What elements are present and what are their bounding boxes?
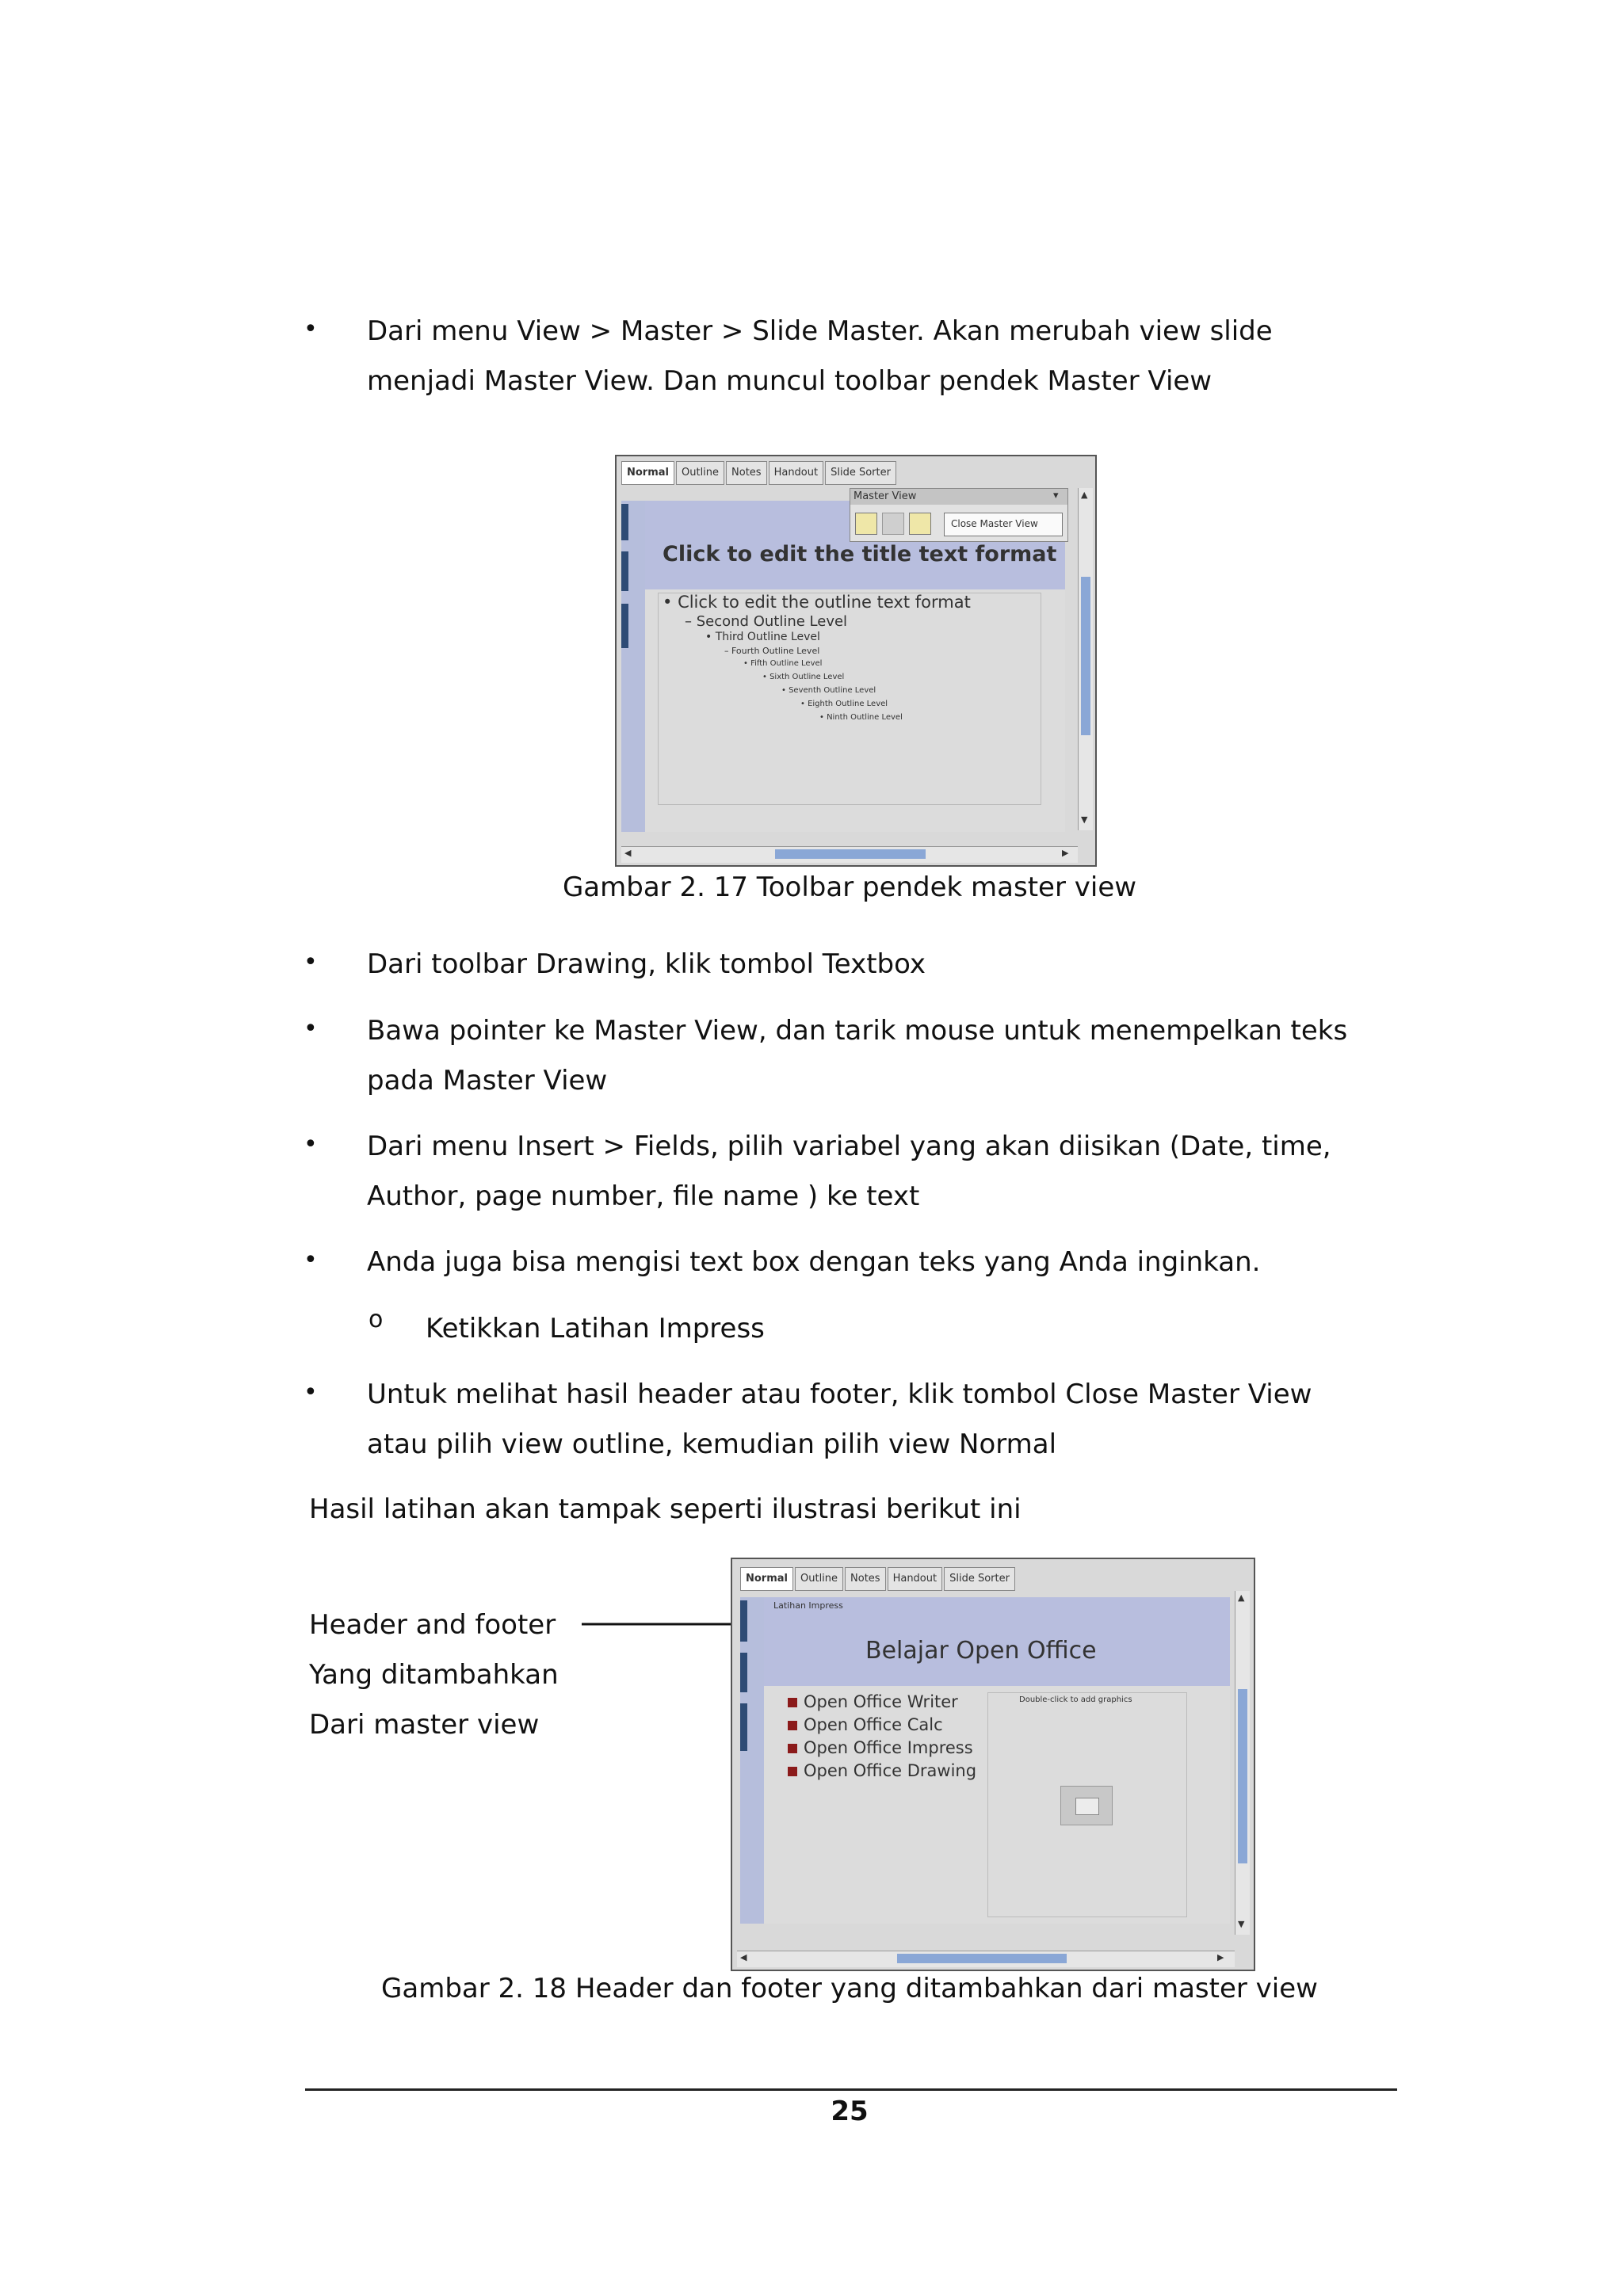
outline-text: Eighth Outline Level bbox=[808, 700, 888, 708]
rename-master-icon[interactable] bbox=[909, 513, 931, 535]
paragraph-line: Bawa pointer ke Master View, dan tarik mouse untuk menempelkan teks bbox=[367, 1015, 1348, 1047]
square-bullet-icon bbox=[788, 1721, 797, 1730]
list-item-text: Open Office Calc bbox=[804, 1715, 943, 1734]
sub-bullet-text: Ketikkan Latihan Impress bbox=[426, 1313, 765, 1344]
square-bullet-icon bbox=[788, 1744, 797, 1753]
list-item[interactable] bbox=[788, 1715, 943, 1734]
paragraph-textbox-fill-step bbox=[367, 1238, 1397, 1287]
bullet-marker: • bbox=[304, 315, 318, 343]
outline-text: Sixth Outline Level bbox=[769, 673, 845, 681]
slide-title[interactable]: Belajar Open Office bbox=[865, 1637, 1097, 1665]
paragraph-line: Dari toolbar Drawing, klik tombol Textbox bbox=[367, 948, 926, 980]
rail-marker bbox=[621, 551, 628, 591]
scroll-left-icon[interactable]: ◀ bbox=[624, 848, 632, 858]
close-master-view-label: Close Master View bbox=[951, 518, 1038, 529]
outline-level-8[interactable]: • Eighth Outline Level bbox=[800, 700, 888, 708]
list-item-text: Open Office Drawing bbox=[804, 1761, 977, 1780]
outline-level-5[interactable]: • Fifth Outline Level bbox=[743, 659, 823, 668]
scroll-down-icon[interactable]: ▼ bbox=[1238, 1919, 1245, 1929]
tab-slide-sorter[interactable]: Slide Sorter bbox=[825, 461, 896, 485]
outline-level-6[interactable]: • Sixth Outline Level bbox=[762, 673, 845, 681]
annotation-line-2: Yang ditambahkan bbox=[309, 1659, 559, 1691]
horizontal-scroll-thumb[interactable] bbox=[775, 849, 926, 859]
paragraph-line: menjadi Master View. Dan muncul toolbar pendek Master View bbox=[367, 365, 1212, 397]
list-item[interactable] bbox=[788, 1761, 976, 1780]
picture-icon[interactable] bbox=[1060, 1786, 1113, 1825]
figure-result-screenshot bbox=[731, 1558, 1255, 1971]
rail-marker bbox=[740, 1653, 747, 1692]
rail-marker bbox=[621, 604, 628, 648]
vertical-scroll-thumb[interactable] bbox=[1081, 577, 1090, 735]
tab-notes[interactable]: Notes bbox=[845, 1567, 886, 1591]
figure-master-view-screenshot bbox=[615, 455, 1097, 867]
list-item[interactable] bbox=[788, 1692, 958, 1711]
bullet-marker: • bbox=[304, 1246, 318, 1274]
paragraph-textbox-step bbox=[367, 940, 1397, 990]
tab-handout[interactable]: Handout bbox=[888, 1567, 943, 1591]
result-intro: Hasil latihan akan tampak seperti ilustrasi berikut ini bbox=[309, 1493, 1022, 1525]
delete-master-icon[interactable] bbox=[882, 513, 904, 535]
toolbar-title: Master View bbox=[854, 490, 917, 502]
outline-level-2[interactable]: – Second Outline Level bbox=[685, 613, 848, 630]
tab-handout[interactable]: Handout bbox=[769, 461, 824, 485]
new-master-icon[interactable] bbox=[855, 513, 877, 535]
outline-level-1[interactable]: • Click to edit the outline text format bbox=[663, 593, 971, 612]
paragraph-close-master-step bbox=[367, 1370, 1397, 1470]
scroll-down-icon[interactable]: ▼ bbox=[1081, 814, 1088, 825]
outline-level-7[interactable]: • Seventh Outline Level bbox=[781, 686, 876, 695]
figure-caption: Gambar 2. 18 Header dan footer yang ditambahkan dari master view bbox=[381, 1973, 1318, 2004]
slide-title-placeholder[interactable]: Click to edit the title text format bbox=[663, 542, 1057, 566]
paragraph-line: pada Master View bbox=[367, 1065, 608, 1097]
sub-bullet-marker: o bbox=[369, 1306, 384, 1333]
scroll-up-icon[interactable]: ▲ bbox=[1081, 490, 1088, 500]
bullet-marker: • bbox=[304, 948, 318, 976]
rail-marker bbox=[740, 1703, 747, 1751]
slide-left-rail bbox=[621, 501, 645, 832]
close-master-view-button[interactable] bbox=[944, 513, 1063, 536]
scroll-left-icon[interactable]: ◀ bbox=[740, 1952, 747, 1962]
outline-text: Third Outline Level bbox=[715, 631, 820, 643]
square-bullet-icon bbox=[788, 1767, 797, 1776]
outline-text: Fifth Outline Level bbox=[750, 659, 823, 668]
annotation-line-3: Dari master view bbox=[309, 1709, 540, 1741]
tab-slide-sorter[interactable]: Slide Sorter bbox=[944, 1567, 1015, 1591]
footer-rule bbox=[305, 2088, 1397, 2091]
bullet-marker: • bbox=[304, 1379, 318, 1406]
outline-text: Seventh Outline Level bbox=[789, 686, 876, 695]
horizontal-scroll-thumb[interactable] bbox=[897, 1954, 1067, 1963]
outline-text: Second Outline Level bbox=[696, 613, 848, 630]
rail-marker bbox=[621, 504, 628, 540]
master-view-toolbar bbox=[850, 488, 1068, 542]
graphics-hint: Double-click to add graphics bbox=[1019, 1695, 1132, 1704]
rail-marker bbox=[740, 1600, 747, 1642]
outline-text: Ninth Outline Level bbox=[827, 713, 903, 722]
tab-normal[interactable]: Normal bbox=[740, 1567, 793, 1591]
paragraph-line: Dari menu Insert > Fields, pilih variabel yang akan diisikan (Date, time, bbox=[367, 1131, 1331, 1162]
outline-text: Fourth Outline Level bbox=[731, 646, 820, 656]
annotation-line-1: Header and footer bbox=[309, 1609, 556, 1641]
outline-level-3[interactable]: • Third Outline Level bbox=[705, 631, 820, 643]
paragraph-line: atau pilih view outline, kemudian pilih view Normal bbox=[367, 1428, 1057, 1460]
outline-text: Click to edit the outline text format bbox=[678, 593, 971, 612]
toolbar-menu-arrow-icon[interactable]: ▾ bbox=[1053, 490, 1059, 502]
scroll-up-icon[interactable]: ▲ bbox=[1238, 1592, 1245, 1603]
view-tabs bbox=[621, 461, 898, 485]
tab-outline[interactable]: Outline bbox=[795, 1567, 843, 1591]
paragraph-line: Untuk melihat hasil header atau footer, klik tombol Close Master View bbox=[367, 1379, 1312, 1410]
paragraph-master-view-step bbox=[367, 307, 1397, 406]
list-item[interactable] bbox=[788, 1738, 973, 1757]
bullet-marker: • bbox=[304, 1131, 318, 1158]
bullet-marker: • bbox=[304, 1015, 318, 1043]
paragraph-insert-fields-step bbox=[367, 1122, 1397, 1222]
paragraph-line: Anda juga bisa mengisi text box dengan teks yang Anda inginkan. bbox=[367, 1246, 1261, 1278]
scroll-right-icon[interactable]: ▶ bbox=[1217, 1952, 1224, 1962]
view-tabs bbox=[740, 1567, 1017, 1591]
tab-outline[interactable]: Outline bbox=[676, 461, 724, 485]
list-item-text: Open Office Writer bbox=[804, 1692, 958, 1711]
tab-normal[interactable]: Normal bbox=[621, 461, 674, 485]
slide-left-rail bbox=[740, 1597, 764, 1924]
vertical-scroll-thumb[interactable] bbox=[1238, 1689, 1247, 1863]
square-bullet-icon bbox=[788, 1698, 797, 1707]
outline-level-4[interactable]: – Fourth Outline Level bbox=[724, 646, 820, 656]
paragraph-line: Author, page number, file name ) ke text bbox=[367, 1180, 920, 1212]
figure-caption: Gambar 2. 17 Toolbar pendek master view bbox=[562, 871, 1137, 903]
tab-notes[interactable]: Notes bbox=[726, 461, 767, 485]
list-item-text: Open Office Impress bbox=[804, 1738, 973, 1757]
header-text[interactable]: Latihan Impress bbox=[773, 1600, 843, 1611]
scroll-right-icon[interactable]: ▶ bbox=[1062, 848, 1069, 858]
paragraph-line: Dari menu View > Master > Slide Master. Akan merubah view slide bbox=[367, 315, 1273, 347]
outline-level-9[interactable]: • Ninth Outline Level bbox=[819, 713, 903, 722]
picture-icon-frame bbox=[1075, 1798, 1099, 1815]
paragraph-pointer-step bbox=[367, 1006, 1397, 1106]
page-number: 25 bbox=[831, 2096, 869, 2127]
